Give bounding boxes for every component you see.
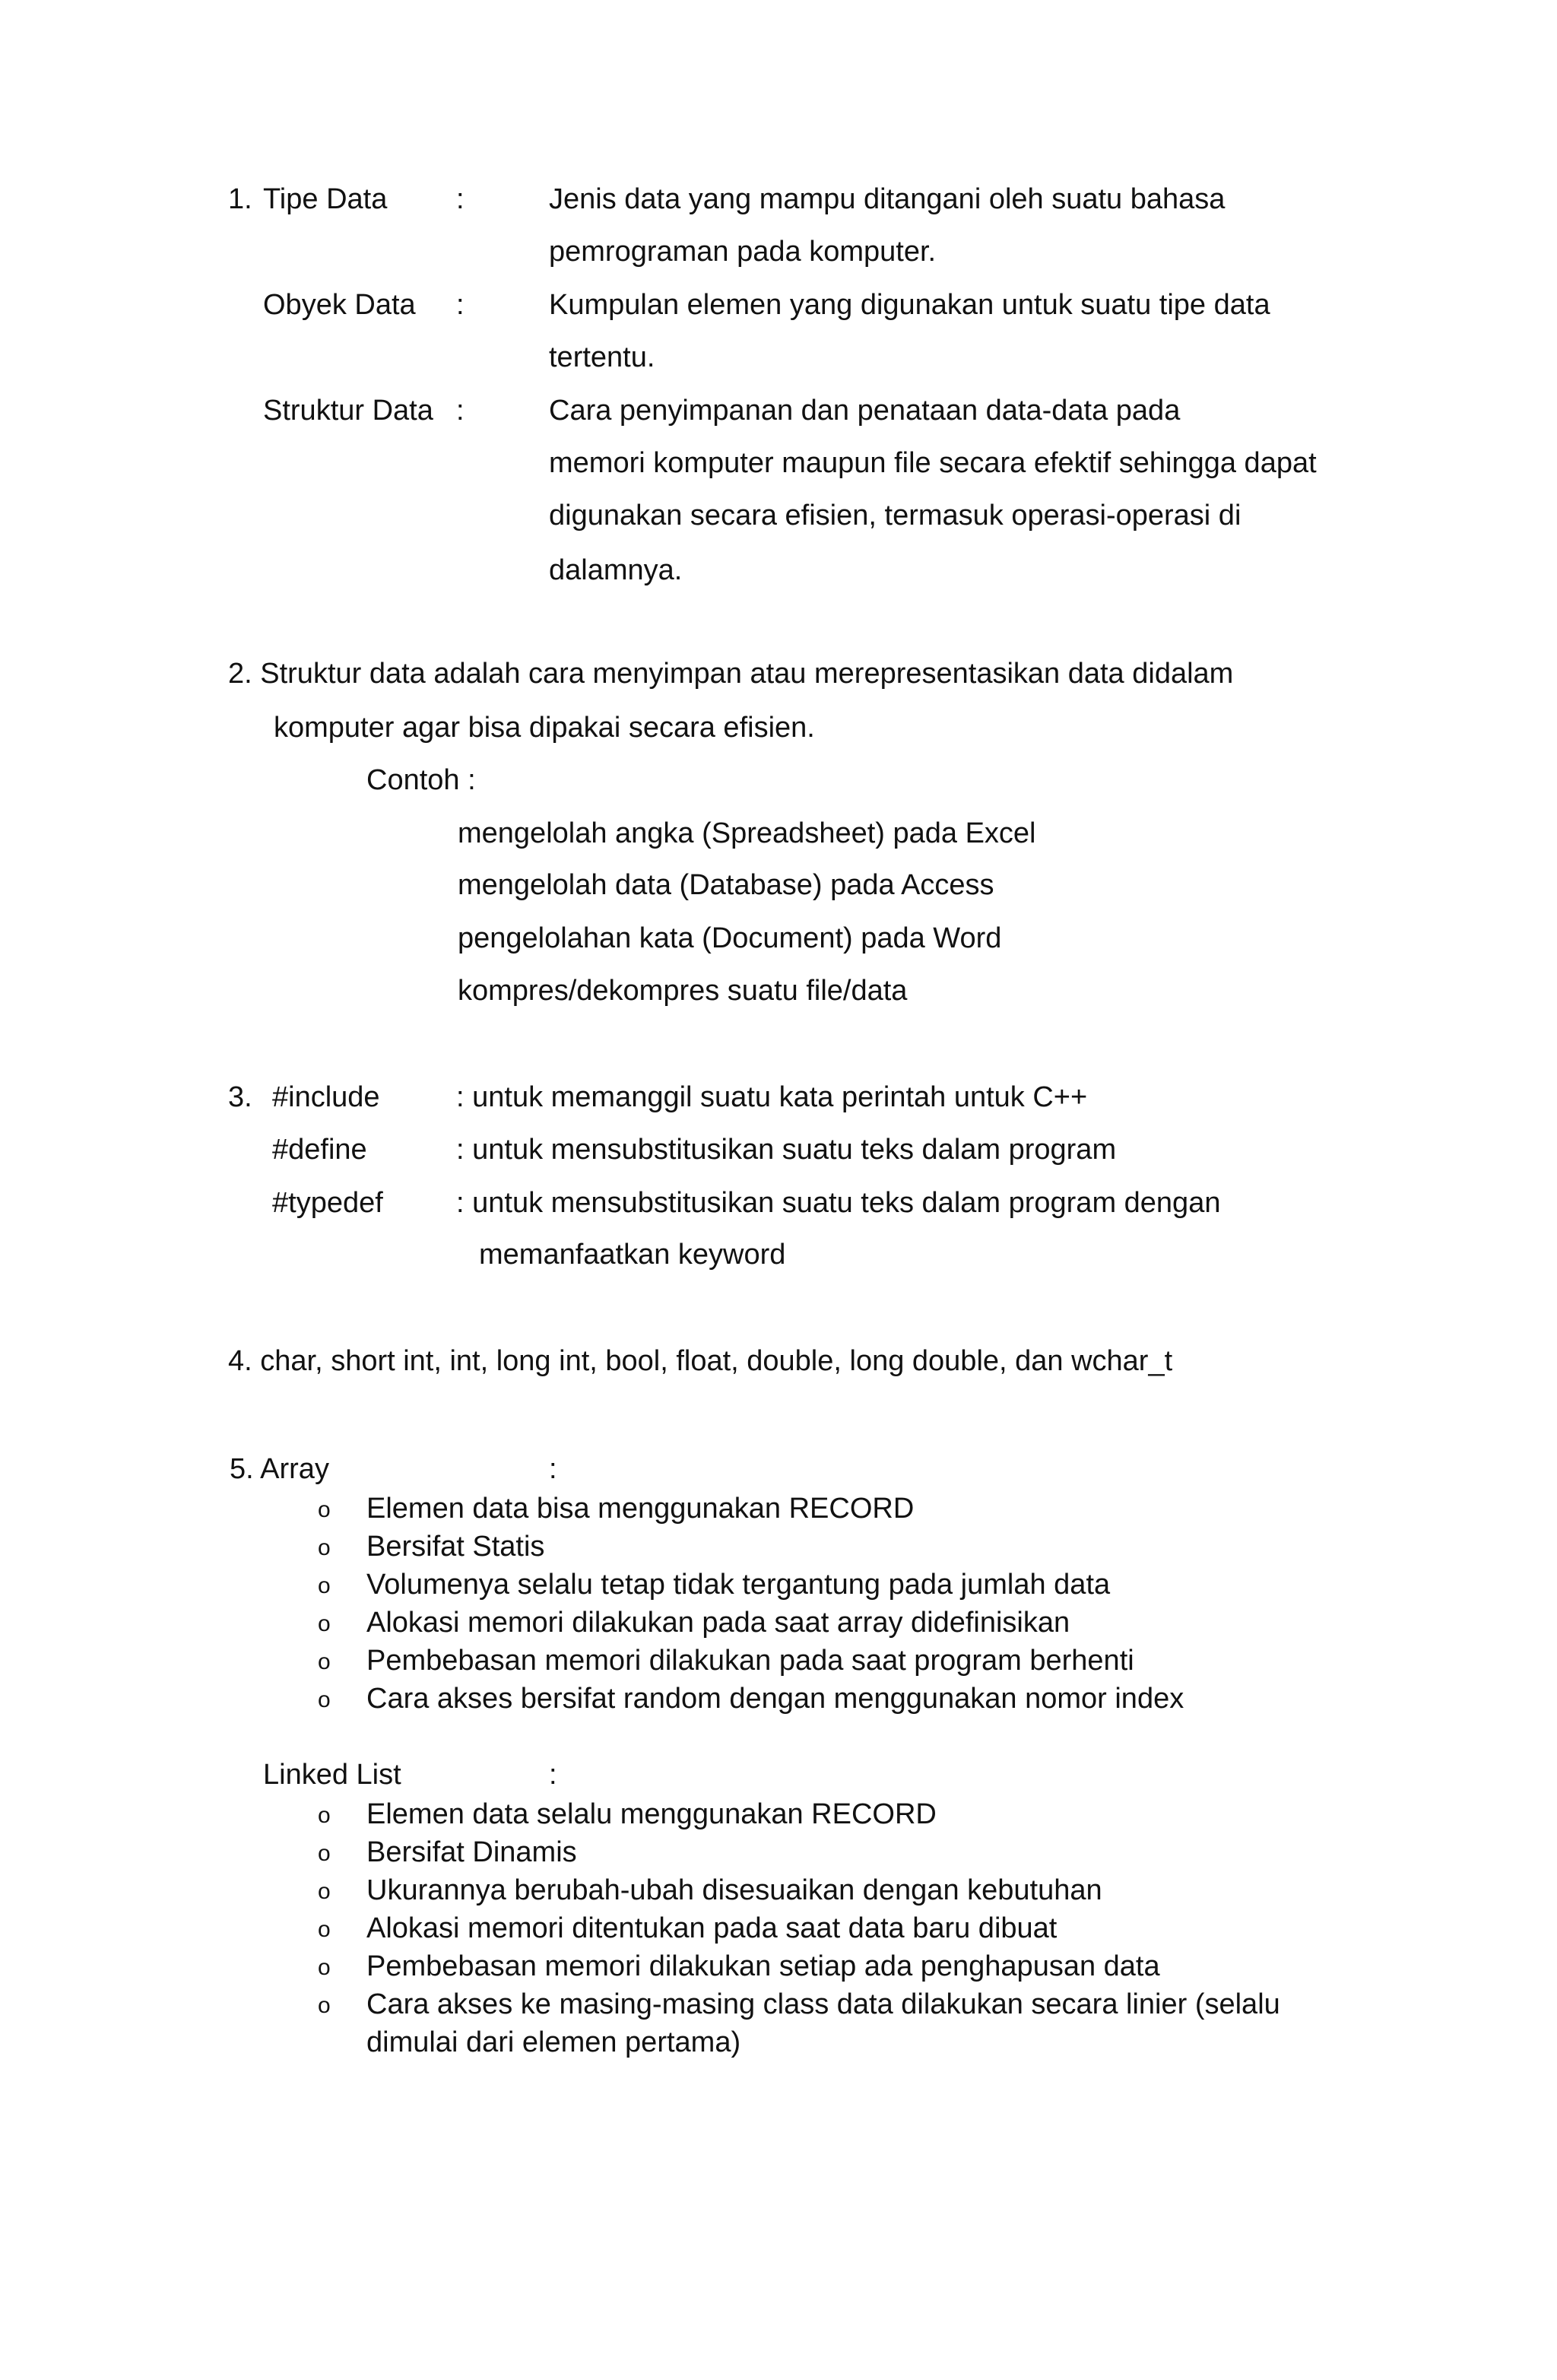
bullet-icon: o [318, 1879, 331, 1904]
s1-desc-line: memori komputer maupun file secara efektif sehingga dapat [549, 447, 1317, 479]
s1-term-struktur-data: Struktur Data [263, 395, 433, 427]
s5-linked-title: Linked List [263, 1759, 401, 1791]
s2-line-1: 2. Struktur data adalah cara menyimpan atau merepresentasikan data didalam [228, 658, 1234, 690]
s5-linked-item: Elemen data selalu menggunakan RECORD [366, 1798, 937, 1830]
s4-line: 4. char, short int, int, long int, bool, float, double, long double, dan wchar_t [228, 1345, 1173, 1377]
s5-array-colon: : [549, 1453, 557, 1485]
s3-term-typedef: #typedef [272, 1187, 383, 1219]
s5-array-item: Cara akses bersifat random dengan menggunakan nomor index [366, 1683, 1184, 1715]
s1-colon: : [456, 395, 465, 427]
bullet-icon: o [318, 1955, 331, 1980]
bullet-icon: o [318, 1917, 331, 1942]
s3-desc: : untuk mensubstitusikan suatu teks dalam program dengan [456, 1187, 1221, 1219]
s1-desc-line: Jenis data yang mampu ditangani oleh suatu bahasa [549, 183, 1226, 215]
bullet-icon: o [318, 1535, 331, 1560]
s1-desc-line: dalamnya. [549, 554, 683, 586]
s1-desc-line: digunakan secara efisien, termasuk operasi-operasi di [549, 500, 1241, 532]
bullet-icon: o [318, 1803, 331, 1828]
s5-linked-item-continuation: dimulai dari elemen pertama) [366, 2026, 741, 2058]
s2-example-item: mengelolah data (Database) pada Access [458, 869, 994, 901]
s5-linked-item: Ukurannya berubah-ubah disesuaikan dengan kebutuhan [366, 1874, 1102, 1906]
s1-desc-line: Kumpulan elemen yang digunakan untuk suatu tipe data [549, 289, 1270, 321]
bullet-icon: o [318, 1841, 331, 1866]
s5-linked-item: Pembebasan memori dilakukan setiap ada penghapusan data [366, 1950, 1160, 1982]
s5-linked-item: Bersifat Dinamis [366, 1836, 577, 1868]
s1-colon: : [456, 289, 465, 321]
s1-colon: : [456, 183, 465, 215]
s3-desc: : untuk mensubstitusikan suatu teks dalam program [456, 1134, 1117, 1166]
s3-desc: : untuk memanggil suatu kata perintah untuk C++ [456, 1081, 1088, 1113]
bullet-icon: o [318, 1687, 331, 1712]
s2-line-2: komputer agar bisa dipakai secara efisien. [274, 712, 815, 744]
bullet-icon: o [318, 1497, 331, 1522]
s3-term-define: #define [272, 1134, 367, 1166]
s1-desc-line: tertentu. [549, 341, 655, 373]
s1-desc-line: pemrograman pada komputer. [549, 236, 937, 268]
s2-example-item: kompres/dekompres suatu file/data [458, 975, 908, 1007]
s5-array-item: Volumenya selalu tetap tidak tergantung pada jumlah data [366, 1569, 1111, 1601]
bullet-icon: o [318, 1611, 331, 1636]
bullet-icon: o [318, 1993, 331, 2018]
s1-term-obyek-data: Obyek Data [263, 289, 416, 321]
s5-array-item: Bersifat Statis [366, 1531, 545, 1563]
s5-linked-colon: : [549, 1759, 557, 1791]
s1-number: 1. [228, 183, 252, 215]
s5-linked-item: Cara akses ke masing-masing class data dilakukan secara linier (selalu [366, 1988, 1280, 2020]
s3-term-include: #include [272, 1081, 380, 1113]
s1-desc-line: Cara penyimpanan dan penataan data-data pada [549, 395, 1181, 427]
s5-array-title: 5. Array [230, 1453, 329, 1485]
s5-linked-item: Alokasi memori ditentukan pada saat data baru dibuat [366, 1912, 1058, 1944]
s5-array-item: Elemen data bisa menggunakan RECORD [366, 1493, 915, 1525]
s1-term-tipe-data: Tipe Data [263, 183, 388, 215]
bullet-icon: o [318, 1573, 331, 1598]
s5-array-item: Alokasi memori dilakukan pada saat array didefinisikan [366, 1607, 1070, 1639]
s3-number: 3. [228, 1081, 252, 1113]
bullet-icon: o [318, 1649, 331, 1674]
s2-example-item: pengelolahan kata (Document) pada Word [458, 922, 1002, 954]
s3-desc-continuation: memanfaatkan keyword [479, 1239, 786, 1271]
s2-example-item: mengelolah angka (Spreadsheet) pada Excel [458, 817, 1036, 849]
s5-array-item: Pembebasan memori dilakukan pada saat program berhenti [366, 1645, 1134, 1677]
s2-contoh-label: Contoh : [366, 764, 476, 796]
